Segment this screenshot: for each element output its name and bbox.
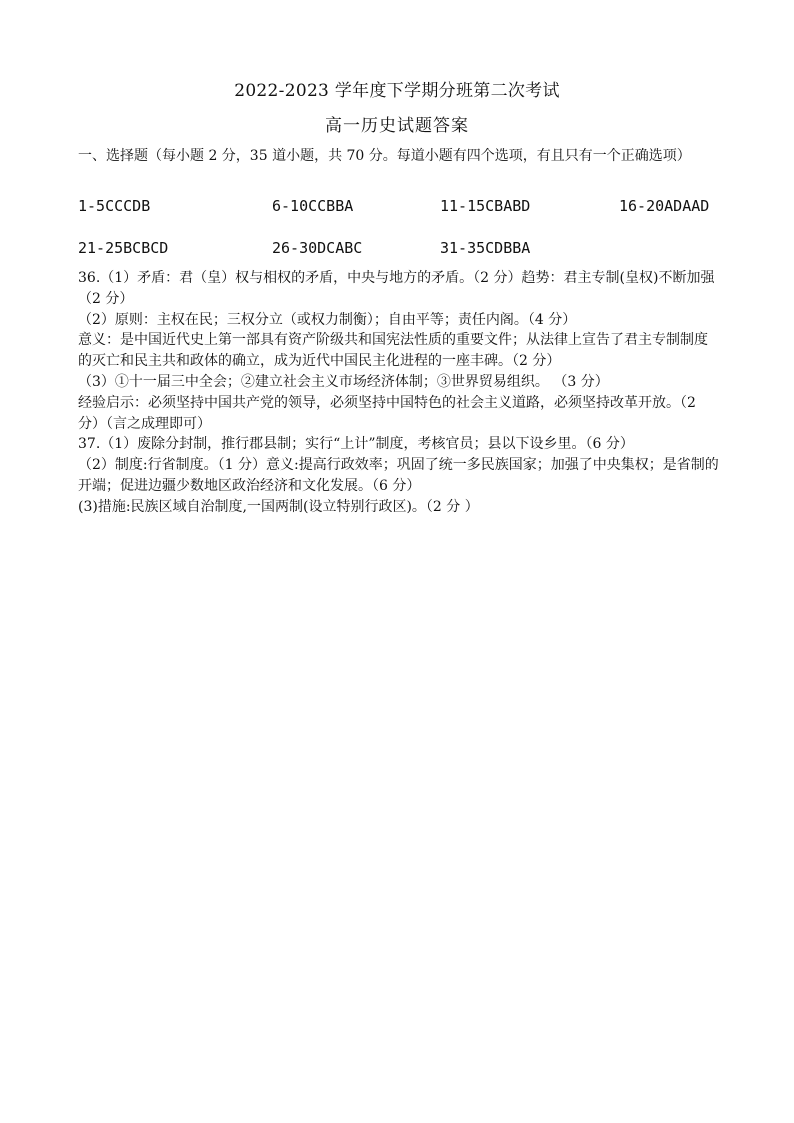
- answer-group-21-25: 21-25BCBCD: [78, 239, 169, 257]
- q36-part2-significance: 意义：是中国近代史上第一部具有资产阶级共和国宪法性质的重要文件；从法律上宣告了君主专制制度的灭亡和民主共和政体的确立，成为近代中国民主化进程的一座丰碑。（2 分）: [78, 332, 708, 370]
- answer-group-26-30: 26-30DCABC: [272, 239, 363, 257]
- answer-group-6-10: 6-10CCBBA: [272, 197, 354, 215]
- q37-part2: （2）制度:行省制度。（1 分）意义:提高行政效率；巩固了统一多民族国家；加强了中央集权；是省制的开端；促进边疆少数地区政治经济和文化发展。（6 分）: [78, 457, 719, 494]
- answer-group-31-35: 31-35CDBBA: [440, 239, 531, 257]
- q37-part1: 37.（1）废除分封制，推行郡县制；实行“上计”制度，考核官员；县以下设乡里。（6 分）: [78, 436, 634, 453]
- q36-part2-principles: （2）原则：主权在民；三权分立（或权力制衡）；自由平等；责任内阁。（4 分）: [78, 311, 577, 328]
- answer-group-11-15: 11-15CBABD: [440, 197, 531, 215]
- answer-group-1-5: 1-5CCCDB: [78, 197, 151, 215]
- document-subtitle: 高一历史试题答案: [325, 116, 469, 136]
- document-title: 2022-2023 学年度下学期分班第二次考试: [234, 81, 560, 101]
- essay-answers: [78, 268, 720, 518]
- q36-part1: 36.（1）矛盾：君（皇）权与相权的矛盾，中央与地方的矛盾。（2 分）趋势：君主专制(皇权)不断加强（2 分）: [78, 270, 715, 307]
- q36-part3-lessons: 经验启示：必须坚持中国共产党的领导，必须坚持中国特色的社会主义道路，必须坚持改革开放。（2 分）（言之成理即可）: [78, 394, 696, 432]
- q37-part3: (3)措施:民族区域自治制度,一国两制(设立特别行政区)。（2 分 ）: [78, 498, 479, 515]
- multiple-choice-heading: 一、选择题（每小题 2 分，35 道小题，共 70 分。每道小题有四个选项，有且只有一个正确选项）: [78, 148, 691, 164]
- q36-part3: （3）①十一届三中全会；②建立社会主义市场经济体制；③世界贸易组织。 （3 分）: [78, 373, 609, 390]
- answer-row-2: [78, 238, 728, 258]
- answer-group-16-20: 16-20ADAAD: [619, 197, 710, 215]
- answer-row-1: [78, 196, 728, 216]
